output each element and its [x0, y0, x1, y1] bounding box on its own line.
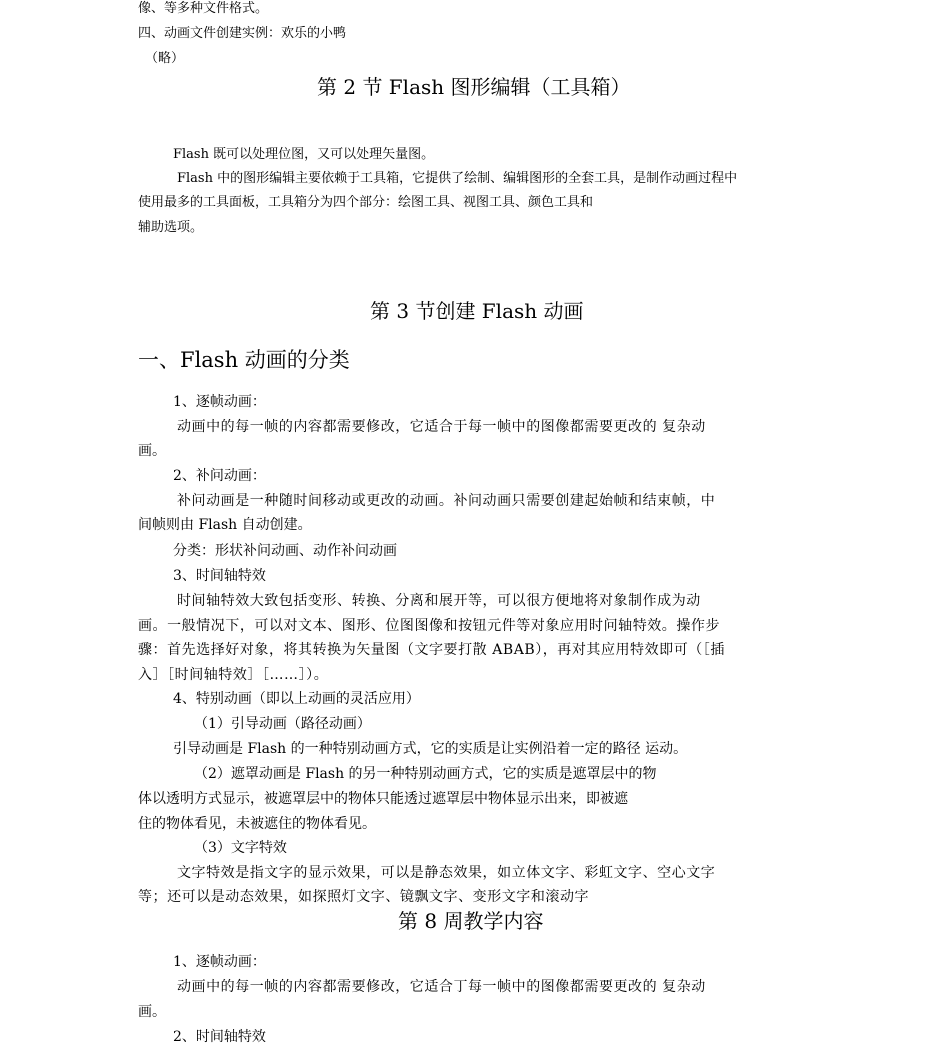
text-line: 像、等多种文件格式。: [138, 1, 269, 16]
list-item-heading: 4、特别动画（即以上动画的灵活应用）: [173, 691, 420, 707]
paragraph-line: （2）遮罩动画是 Flash 的另一种特别动画方式，它的实质是遮罩层中的物: [194, 766, 657, 782]
paragraph-line: 画。一般情况下，可以对文本、图形、位图图像和按钮元件等对象应用时问轴特效。操作步: [138, 618, 720, 634]
text-line: 四、动画文件创建实例：欢乐的小鸭: [138, 26, 347, 41]
paragraph-line: Flash 既可以处理位图，又可以处理矢量图。: [173, 147, 435, 162]
paragraph-line: Flash 中的图形编辑主要依赖于工具箱，它提供了绘制、编辑图形的全套工具，是制作动画过程中: [177, 171, 738, 186]
section-2-title: 第 2 节 Flash 图形编辑（工具箱）: [317, 75, 631, 99]
paragraph-line: 画。: [138, 1004, 166, 1020]
paragraph-line: 体以透明方式显示，被遮罩层中的物体只能透过遮罩层中物体显示出来，即被遮: [138, 791, 628, 807]
paragraph-line: 分类：形状补问动画、动作补问动画: [173, 543, 397, 559]
paragraph-line: 补问动画是一种随时间移动或更改的动画。补问动画只需要创建起始帧和结束帧，中: [177, 493, 716, 509]
sub-item-heading: （1）引导动画（路径动画）: [194, 716, 371, 732]
week-8-title: 第 8 周教学内容: [398, 909, 544, 933]
paragraph-line: 动画中的每一帧的内容都需要修改，它适合于每一帧中的图像都需要更改的 复杂动: [177, 419, 706, 435]
paragraph-line: 使用最多的工具面板，工具箱分为四个部分：绘图工具、视图工具、颜色工具和: [138, 195, 594, 210]
paragraph-line: 辅助选项。: [138, 220, 204, 235]
paragraph-line: 住的物体看见，未被遮住的物体看见。: [138, 816, 376, 832]
text-line: （略）: [145, 51, 185, 66]
paragraph-line: 画。: [138, 443, 166, 459]
heading-animation-types: 一、Flash 动画的分类: [138, 348, 350, 372]
paragraph-line: 引导动画是 Flash 的一种特别动画方式，它的实质是让实例沿着一定的路径 运动。: [173, 741, 688, 757]
paragraph-line: 动画中的每一帧的内容都需要修改，它适合丁每一帧中的图像都需要更改的 复杂动: [177, 979, 706, 995]
list-item-heading: 2、时间轴特效: [173, 1029, 266, 1045]
list-item-heading: 3、时间轴特效: [173, 568, 266, 584]
list-item-heading: 2、补问动画：: [173, 468, 266, 484]
paragraph-line: 文字特效是指文字的显示效果，可以是静态效果，如立体文字、彩虹文字、空心文字: [177, 865, 716, 881]
paragraph-line: 入］［时间轴特效］［……］）。: [138, 667, 329, 683]
list-item-heading: 1、逐帧动画：: [173, 954, 266, 970]
sub-item-heading: （3）文字特效: [194, 840, 287, 856]
paragraph-line: 等；还可以是动态效果，如探照灯文字、镜飘文字、变形文字和滚动字: [138, 889, 590, 905]
paragraph-line: 时间轴特效大致包括变形、转换、分离和展开等，可以很方便地将对象制作成为动: [177, 593, 701, 609]
paragraph-line: 骤：首先选择好对象，将其转换为矢量图（文字要打散 ABAB），再对其应用特效即可（［插: [138, 642, 725, 658]
paragraph-line: 间帧则由 Flash 自动创建。: [138, 517, 312, 533]
list-item-heading: 1、逐帧动画：: [173, 394, 266, 410]
section-3-title: 第 3 节创建 Flash 动画: [370, 299, 584, 323]
